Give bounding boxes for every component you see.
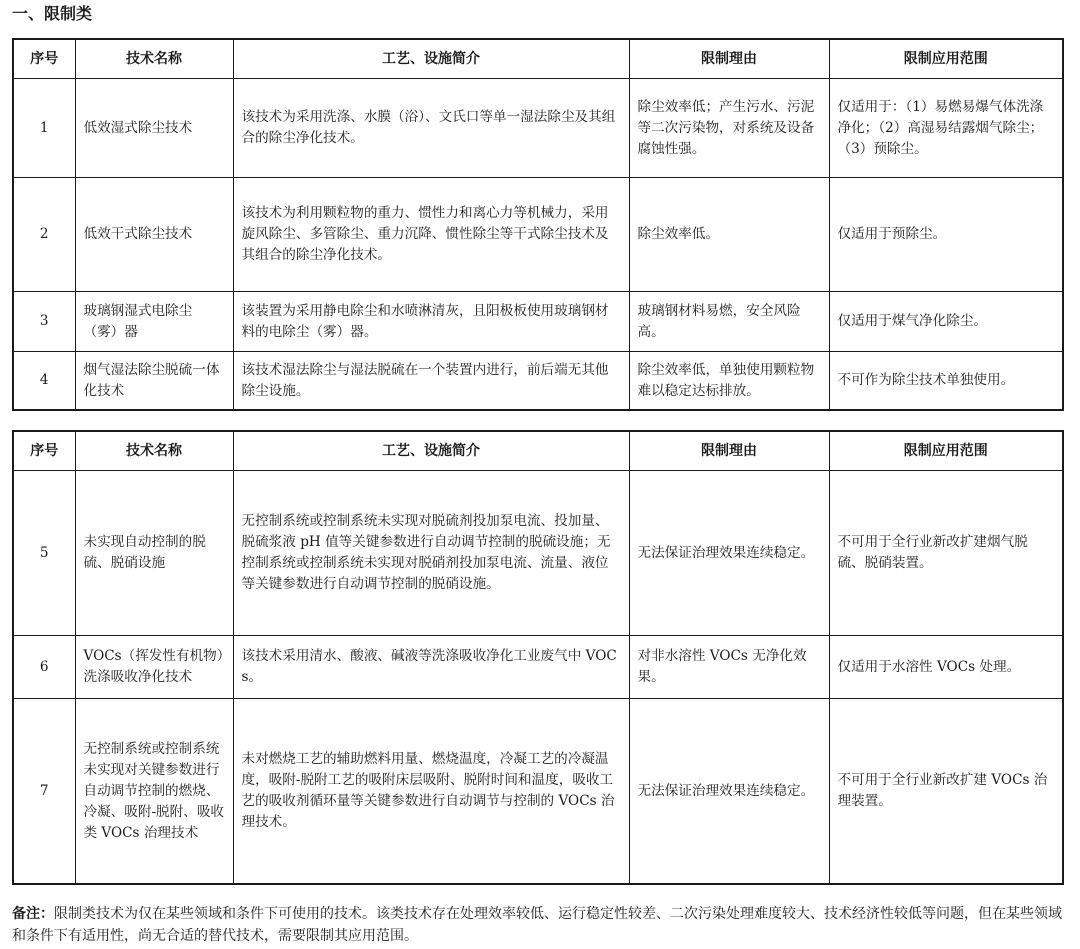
restricted-tech-table-1	[12, 38, 1064, 411]
footnote-text: 限制类技术为仅在某些领域和条件下可使用的技术。该类技术存在处理效率较低、运行稳定性较差、二次污染处理难度较大、技术经济性较低等问题，但在某些领域和条件下有适用性，尚无合适的替代技术，需要限制其应用范围。	[12, 906, 1062, 944]
footnote-label: 备注：	[12, 906, 54, 922]
header-desc: 工艺、设施简介	[233, 431, 629, 471]
table-row	[13, 471, 1063, 636]
cell-scope: 仅适用于水溶性 VOCs 处理。	[829, 636, 1063, 699]
cell-no: 2	[13, 178, 75, 292]
cell-no: 3	[13, 292, 75, 352]
cell-no: 6	[13, 636, 75, 699]
cell-name: 玻璃钢湿式电除尘（雾）器	[75, 292, 233, 352]
cell-scope: 不可用于全行业新改扩建烟气脱硫、脱硝装置。	[829, 471, 1063, 636]
header-no: 序号	[13, 39, 75, 79]
cell-desc: 无控制系统或控制系统未实现对脱硫剂投加泵电流、投加量、脱硫浆液 pH 值等关键参数进行自动调节控制的脱硫设施；无控制系统或控制系统未实现对脱硝剂投加泵电流、流量、液位等关键参数进行自动调节控制的脱硝设施。	[233, 471, 629, 636]
section-title: 一、限制类	[12, 4, 93, 23]
table-row	[13, 636, 1063, 699]
cell-desc: 该技术采用清水、酸液、碱液等洗涤吸收净化工业废气中 VOCs。	[233, 636, 629, 699]
table-row	[13, 292, 1063, 352]
header-name: 技术名称	[75, 39, 233, 79]
cell-desc: 该技术为利用颗粒物的重力、惯性力和离心力等机械力，采用旋风除尘、多管除尘、重力沉降、惯性除尘等干式除尘技术及其组合的除尘净化技术。	[233, 178, 629, 292]
table-row	[13, 178, 1063, 292]
header-scope: 限制应用范围	[829, 39, 1063, 79]
header-desc: 工艺、设施简介	[233, 39, 629, 79]
cell-desc: 未对燃烧工艺的辅助燃料用量、燃烧温度，冷凝工艺的冷凝温度，吸附-脱附工艺的吸附床层吸附、脱附时间和温度，吸收工艺的吸收剂循环量等关键参数进行自动调节与控制的 VOCs 治理技术。	[233, 699, 629, 885]
cell-reason: 对非水溶性 VOCs 无净化效果。	[629, 636, 829, 699]
table-row	[13, 699, 1063, 885]
header-no: 序号	[13, 431, 75, 471]
cell-desc: 该技术为采用洗涤、水膜（浴）、文氏口等单一湿法除尘及其组合的除尘净化技术。	[233, 79, 629, 178]
cell-scope: 不可作为除尘技术单独使用。	[829, 352, 1063, 411]
cell-name: 烟气湿法除尘脱硫一体化技术	[75, 352, 233, 411]
cell-reason: 除尘效率低；产生污水、污泥等二次污染物，对系统及设备腐蚀性强。	[629, 79, 829, 178]
header-name: 技术名称	[75, 431, 233, 471]
header-reason: 限制理由	[629, 431, 829, 471]
restricted-tech-table-2	[12, 430, 1064, 885]
footnote	[12, 903, 1068, 947]
cell-name: 无控制系统或控制系统未实现对关键参数进行自动调节控制的燃烧、冷凝、吸附-脱附、吸收类 VOCs 治理技术	[75, 699, 233, 885]
header-reason: 限制理由	[629, 39, 829, 79]
cell-no: 5	[13, 471, 75, 636]
table-row	[13, 79, 1063, 178]
cell-reason: 除尘效率低。	[629, 178, 829, 292]
cell-reason: 无法保证治理效果连续稳定。	[629, 699, 829, 885]
cell-scope: 不可用于全行业新改扩建 VOCs 治理装置。	[829, 699, 1063, 885]
cell-no: 7	[13, 699, 75, 885]
cell-name: 未实现自动控制的脱硫、脱硝设施	[75, 471, 233, 636]
cell-scope: 仅适用于：（1）易燃易爆气体洗涤净化；（2）高湿易结露烟气除尘；（3）预除尘。	[829, 79, 1063, 178]
cell-name: VOCs（挥发性有机物）洗涤吸收净化技术	[75, 636, 233, 699]
cell-no: 4	[13, 352, 75, 411]
cell-scope: 仅适用于预除尘。	[829, 178, 1063, 292]
table-row	[13, 352, 1063, 411]
cell-no: 1	[13, 79, 75, 178]
cell-reason: 玻璃钢材料易燃，安全风险高。	[629, 292, 829, 352]
cell-reason: 无法保证治理效果连续稳定。	[629, 471, 829, 636]
cell-name: 低效干式除尘技术	[75, 178, 233, 292]
cell-desc: 该技术湿法除尘与湿法脱硫在一个装置内进行，前后端无其他除尘设施。	[233, 352, 629, 411]
cell-reason: 除尘效率低，单独使用颗粒物难以稳定达标排放。	[629, 352, 829, 411]
cell-desc: 该装置为采用静电除尘和水喷淋清灰，且阳极板使用玻璃钢材料的电除尘（雾）器。	[233, 292, 629, 352]
table-header-row	[13, 431, 1063, 471]
cell-scope: 仅适用于煤气净化除尘。	[829, 292, 1063, 352]
cell-name: 低效湿式除尘技术	[75, 79, 233, 178]
header-scope: 限制应用范围	[829, 431, 1063, 471]
table-header-row	[13, 39, 1063, 79]
